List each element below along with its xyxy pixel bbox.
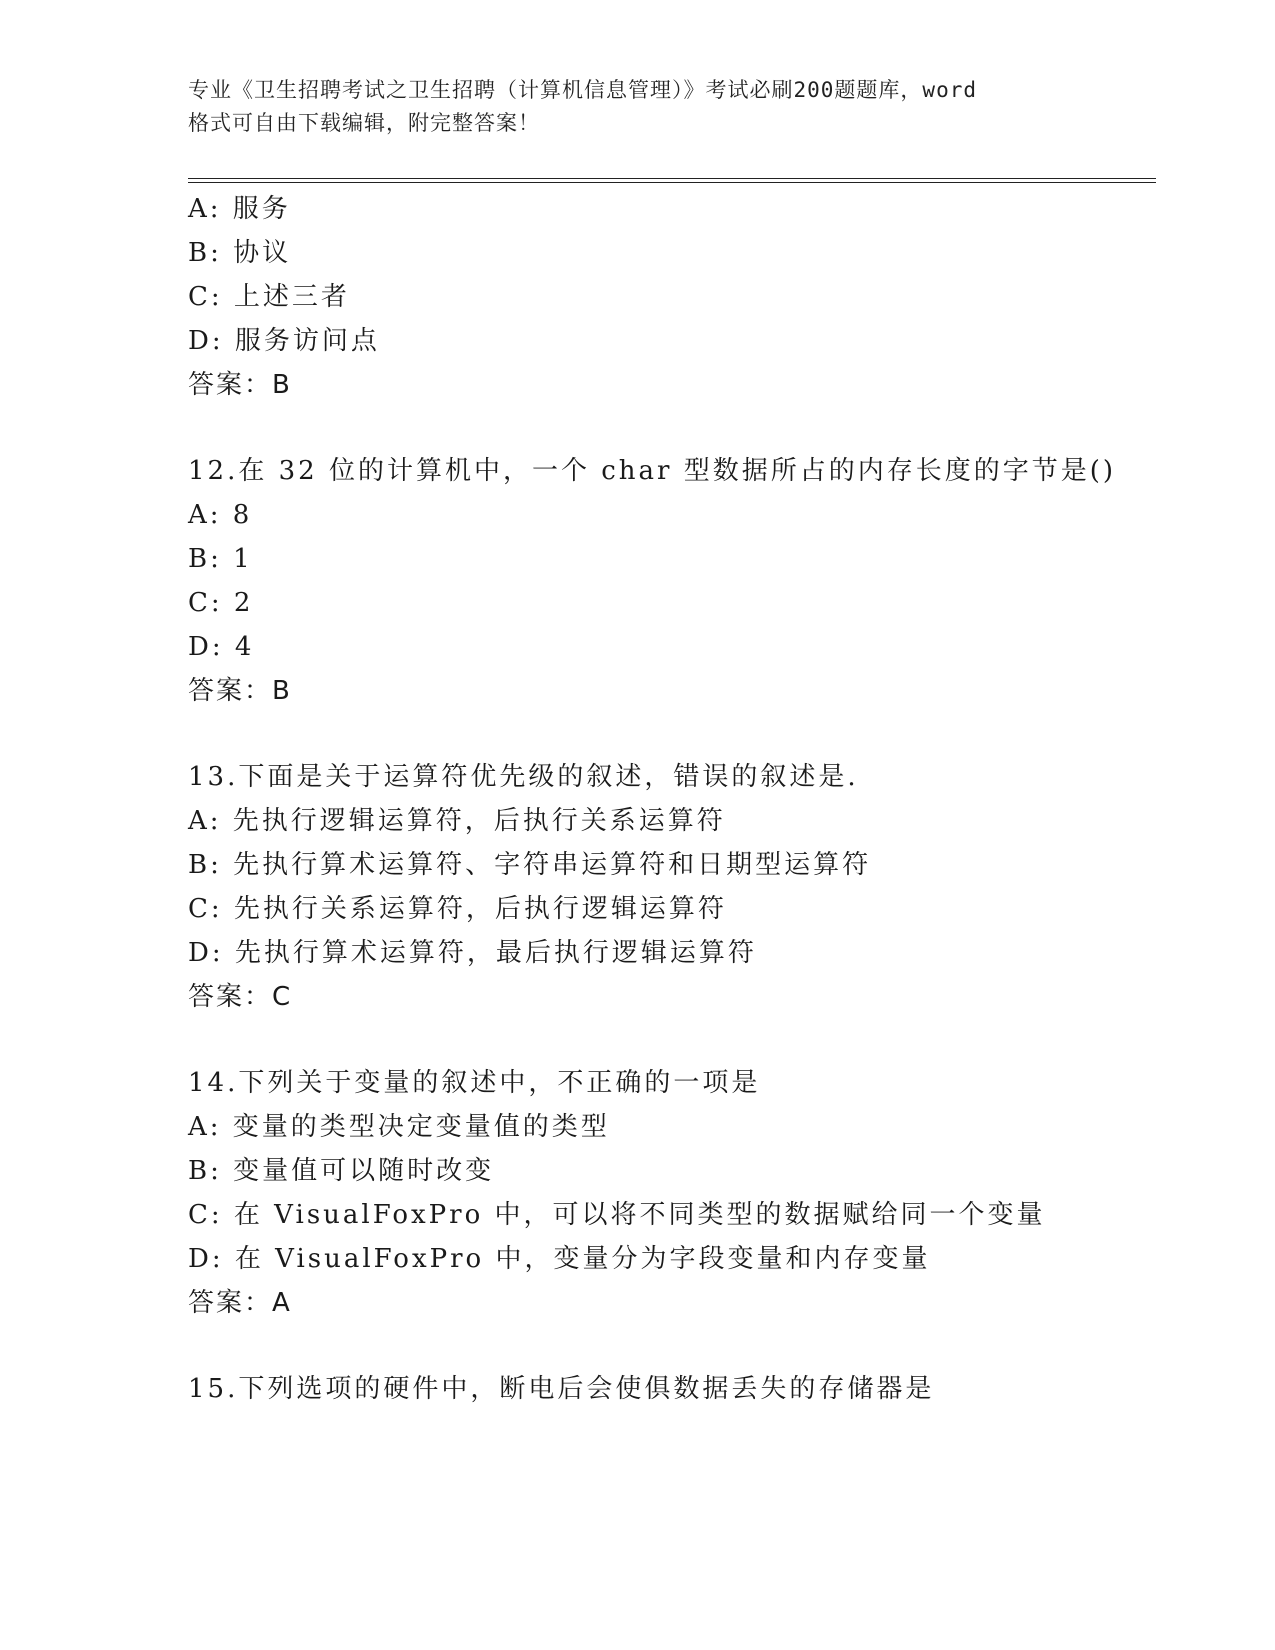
header-title-line-1: 专业《卫生招聘考试之卫生招聘（计算机信息管理）》考试必刷200题题库，word: [188, 78, 977, 102]
option-d: D: 4: [188, 632, 255, 662]
option-b: B: 协议: [188, 238, 292, 268]
header-title-line-2: 格式可自由下载编辑，附完整答案！: [188, 111, 540, 135]
option-b: B: 变量值可以随时改变: [188, 1156, 495, 1186]
option-a: A: 8: [188, 500, 253, 530]
question-text: 12.在 32 位的计算机中，一个 char 型数据所占的内存长度的字节是(): [188, 456, 1117, 486]
answer-label: 答案：B: [188, 676, 292, 706]
option-b: B: 先执行算术运算符、字符串运算符和日期型运算符: [188, 850, 872, 880]
answer-label: 答案：C: [188, 982, 293, 1012]
header-rule-lower: [188, 182, 1156, 183]
question-text: 15.下列选项的硬件中，断电后会使俱数据丢失的存储器是: [188, 1374, 935, 1404]
option-c: C: 在 VisualFoxPro 中，可以将不同类型的数据赋给同一个变量: [188, 1200, 1046, 1230]
option-b: B: 1: [188, 544, 253, 574]
option-d: D: 服务访问点: [188, 326, 380, 356]
option-a: A: 变量的类型决定变量值的类型: [188, 1112, 610, 1142]
option-c: C: 上述三者: [188, 282, 350, 312]
option-d: D: 先执行算术运算符，最后执行逻辑运算符: [188, 938, 757, 968]
option-a: A: 服务: [188, 194, 291, 224]
option-a: A: 先执行逻辑运算符，后执行关系运算符: [188, 806, 726, 836]
answer-label: 答案：A: [188, 1288, 292, 1318]
option-c: C: 2: [188, 588, 254, 618]
option-d: D: 在 VisualFoxPro 中，变量分为字段变量和内存变量: [188, 1244, 931, 1274]
option-c: C: 先执行关系运算符，后执行逻辑运算符: [188, 894, 727, 924]
header-rule-upper: [188, 178, 1156, 179]
question-text: 14.下列关于变量的叙述中，不正确的一项是: [188, 1068, 761, 1098]
answer-label: 答案：B: [188, 370, 292, 400]
question-text: 13.下面是关于运算符优先级的叙述，错误的叙述是.: [188, 762, 859, 792]
document-header: [188, 74, 1088, 140]
